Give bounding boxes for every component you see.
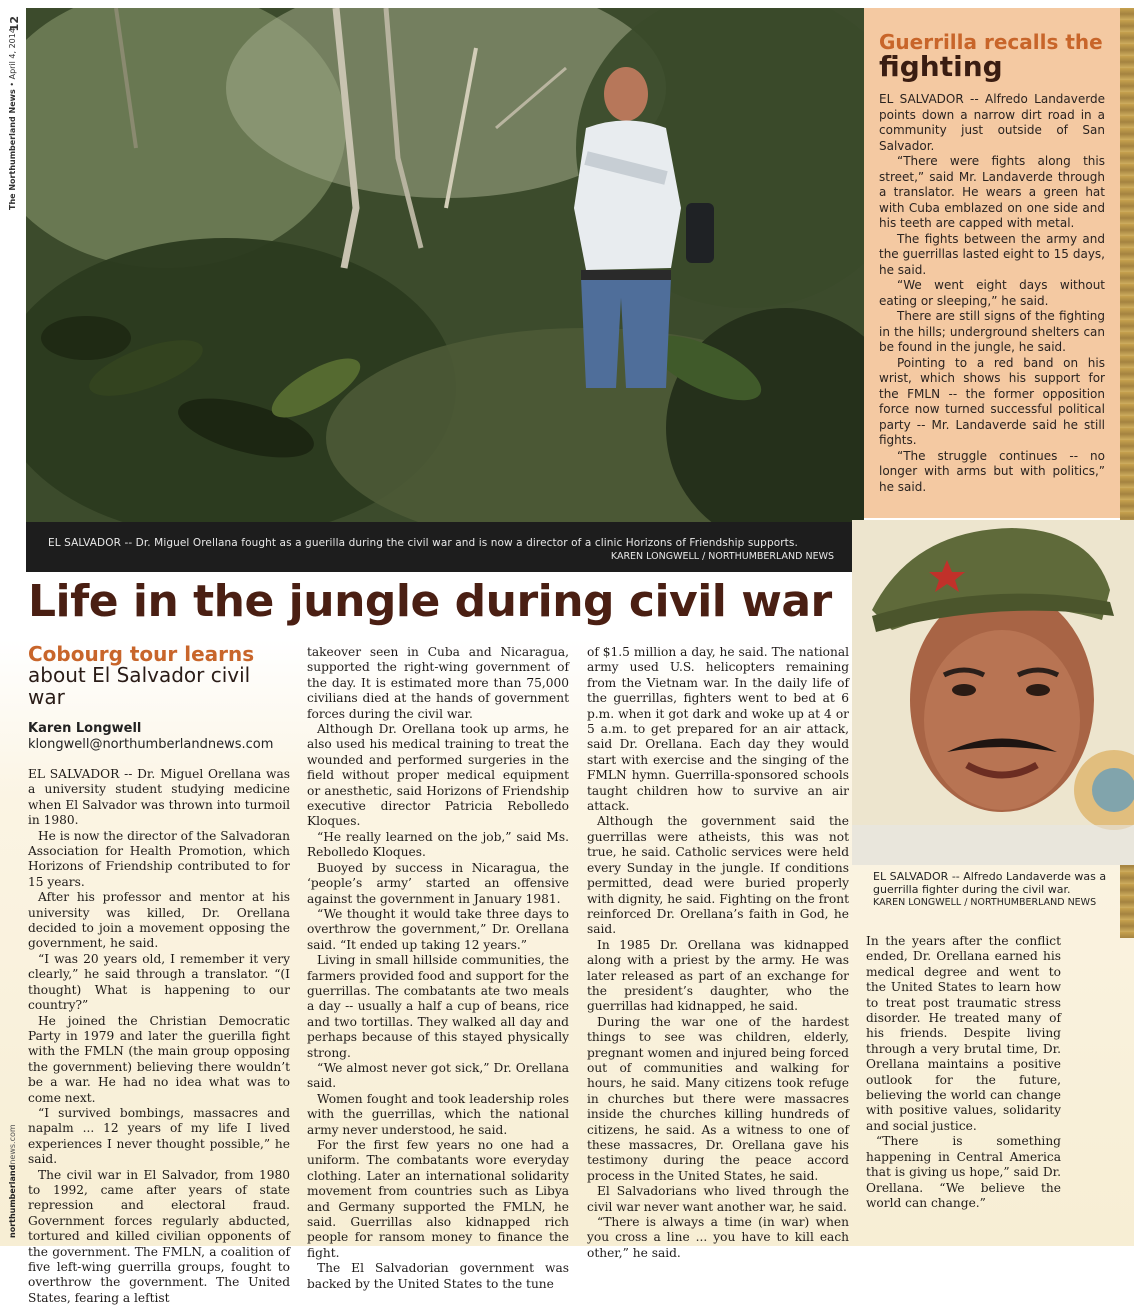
portrait-caption-text: EL SALVADOR -- Alfredo Landaverde was a guerrilla fighter during the civil war. <box>873 870 1107 896</box>
paragraph: “We thought it would take three days to overthrow the government,” Dr. Orellana said. “It ended up taking 12 years.” <box>307 906 569 952</box>
paragraph: The El Salvadorian government was backed by the United States to the tune <box>307 1261 569 1291</box>
paragraph: In the years after the conflict ended, Dr. Orellana earned his medical degree and went to the United States to learn how to treat post traumatic stress disorder. He treated many of his friends. Despite living through a very brutal time, Dr. Orellana maintains a positive outlook for the future, believing the world can change with positive values, solidarity and social justice. <box>866 934 1061 1133</box>
paragraph: “There is always a time (in war) when you cross a line ... you have to kill each other,” he said. <box>587 1215 849 1260</box>
main-photo-credit: KAREN LONGWELL / NORTHUMBERLAND NEWS <box>610 551 834 562</box>
paragraph: Women fought and took leadership roles with the guerrillas, which the national army never understood, he said. <box>307 1091 569 1137</box>
paragraph: of $1.5 million a day, he said. The national army used U.S. helicopters remaining from the Vietnam war. In the daily life of the guerrillas, fighters went to bed at 6 p.m. when it got dark and woke up at 4 or 5 a.m. to get prepared for an air attack, said Dr. Orellana. Each day they would start with exercise and the singing of the FMLN hymn. Guerrilla-sponsored schools taught children how to survive an air attack. <box>587 645 849 814</box>
paragraph: El Salvadorians who lived through the civil war never want another war, he said. <box>587 1184 849 1214</box>
article-column-2 <box>307 645 569 1292</box>
paragraph: For the first few years no one had a uniform. The combatants wore everyday clothing. Later an international solidarity movement from countries such as Libya and Germany supported the FMLN, he said. Guerrillas also kidnapped rich people for ransom money to finance the fight. <box>307 1138 569 1260</box>
paragraph: He joined the Christian Democratic Party in 1979 and later the guerilla fight with the FMLN (the main group opposing the government) believing there wouldn’t be a war. He had no idea what was to come next. <box>28 1013 290 1105</box>
sidebar-headline: fighting <box>879 50 1003 83</box>
sidebar-body <box>879 92 1105 495</box>
paragraph: Buoyed by success in Nicaragua, the ‘people’s army’ started an offensive against the government in January 1981. <box>307 860 569 906</box>
sidebar-paragraph: The fights between the army and the guerrillas lasted eight to 15 days, he said. <box>879 231 1105 277</box>
paragraph: Although Dr. Orellana took up arms, he also used his medical training to treat the wounded and performed surgeries in the field without proper medical equipment or anesthetic, said Horizons of Friendship executive director Patricia Rebolledo Kloques. <box>307 722 569 829</box>
portrait-credit: KAREN LONGWELL / NORTHUMBERLAND NEWS <box>873 897 1097 908</box>
article-column-4 <box>866 934 1061 1211</box>
portrait-caption <box>873 870 1113 909</box>
article-column-3 <box>587 645 849 1261</box>
paragraph: During the war one of the hardest things to see was children, elderly, pregnant women and injured being forced out of communities and walking for hours, he said. Many citizens took refuge in churches but there were massacres inside the churches killing hundreds of citizens, he said. As a witness to one of these massacres, Dr. Orellana gave his testimony during the peace accord process in the United States, he said. <box>587 1014 849 1183</box>
paragraph: “He really learned on the job,” said Ms. Rebolledo Kloques. <box>307 829 569 860</box>
deck-highlight: Cobourg tour learns <box>28 642 255 666</box>
publication-name: The Northumberland News <box>8 89 17 210</box>
paragraph: Living in small hillside communities, the farmers provided food and support for the guerrillas. The combatants ate two meals a day -- usually a half a cup of beans, rice and two tortillas. They walked all day and perhaps because of this stayed physically strong. <box>307 953 569 1060</box>
sidebar-kicker: Guerrilla recalls the <box>879 30 1103 54</box>
paragraph: takeover seen in Cuba and Nicaragua, supported the right-wing government of the day. It is estimated more than 75,000 civilians died at the hands of government forces during the civil war. <box>307 645 569 721</box>
sidebar-paragraph: Pointing to a red band on his wrist, which shows his support for the FMLN -- the former opposition force now turned successful political party -- Mr. Landaverde said he still fights. <box>879 355 1105 447</box>
paragraph: EL SALVADOR -- Dr. Miguel Orellana was a university student studying medicine when El Salvador was thrown into turmoil in 1980. <box>28 767 290 828</box>
article-column-1 <box>28 767 290 1306</box>
page-spine <box>0 0 26 1246</box>
website-bold: northumberland <box>8 1164 17 1238</box>
paragraph: In 1985 Dr. Orellana was kidnapped along with a priest by the army. He was later released as part of an exchange for the president’s daughter, who the guerrillas had kidnapped, he said. <box>587 937 849 1014</box>
deck-subtitle: about El Salvador civil war <box>28 663 251 709</box>
website-rest: news.com <box>8 1124 17 1165</box>
paragraph: “There is something happening in Central America that is giving us hope,” said Dr. Orellana. “We believe the world can change.” <box>866 1134 1061 1210</box>
article-headline: Life in the jungle during civil war <box>28 576 832 627</box>
page-number: 12 <box>8 16 21 32</box>
sidebar-paragraph: “There were fights along this street,” said Mr. Landaverde through a translator. He wears a green hat with Cuba emblazed on one side and his teeth are capped with metal. <box>879 154 1105 230</box>
sidebar-paragraph: There are still signs of the fighting in the hills; underground shelters can be found in the jungle, he said. <box>879 309 1105 354</box>
paragraph: Although the government said the guerrillas were atheists, this was not true, he said. Catholic services were held every Sunday in the jungle. If conditions permitted, dead were buried properly with dignity, he said. Fighting on the front reinforced Dr. Orellana’s faith in God, he said. <box>587 814 849 937</box>
author-email: klongwell@northumberlandnews.com <box>28 737 274 752</box>
paragraph: After his professor and mentor at his university was killed, Dr. Orellana decided to join a movement opposing the government, he said. <box>28 890 290 951</box>
portrait-photo <box>852 520 1134 865</box>
sidebar-paragraph: “We went eight days without eating or sleeping,” he said. <box>879 278 1105 308</box>
publication-date: April 4, 2014 <box>8 28 17 80</box>
sidebar-paragraph: “The struggle continues -- no longer with arms but with politics,” he said. <box>879 448 1105 494</box>
paragraph: He is now the director of the Salvadoran Association for Health Promotion, which Horizons of Friendship contributed to for 15 years. <box>28 828 290 889</box>
main-photo <box>26 8 864 522</box>
paragraph: “I survived bombings, massacres and napalm ... 12 years of my life I lived experiences I never thought possible,” he said. <box>28 1105 290 1167</box>
paragraph: The civil war in El Salvador, from 1980 to 1992, came after years of state repression and electoral fraud. Government forces regularly abducted, tortured and killed civilian opponents of the government. The FMLN, a coalition of five left-wing guerrilla groups, fought to overthrow the government. The United States, fearing a leftist <box>28 1167 290 1305</box>
main-photo-caption-bar <box>26 522 864 572</box>
publication-line: The Northumberland News • April 4, 2014 <box>8 28 17 210</box>
paragraph: “We almost never got sick,” Dr. Orellana said. <box>307 1060 569 1091</box>
paragraph: “I was 20 years old, I remember it very clearly,” he said through a translator. “(I thought) What is happening to our country?” <box>28 951 290 1013</box>
author-byline: Karen Longwell <box>28 721 142 736</box>
sidebar-paragraph: EL SALVADOR -- Alfredo Landaverde points down a narrow dirt road in a community just outside of San Salvador. <box>879 92 1105 153</box>
main-photo-caption: EL SALVADOR -- Dr. Miguel Orellana fought as a guerilla during the civil war and is now a director of a clinic Horizons of Friendship supports. <box>48 537 798 549</box>
website-footer <box>8 1124 17 1238</box>
